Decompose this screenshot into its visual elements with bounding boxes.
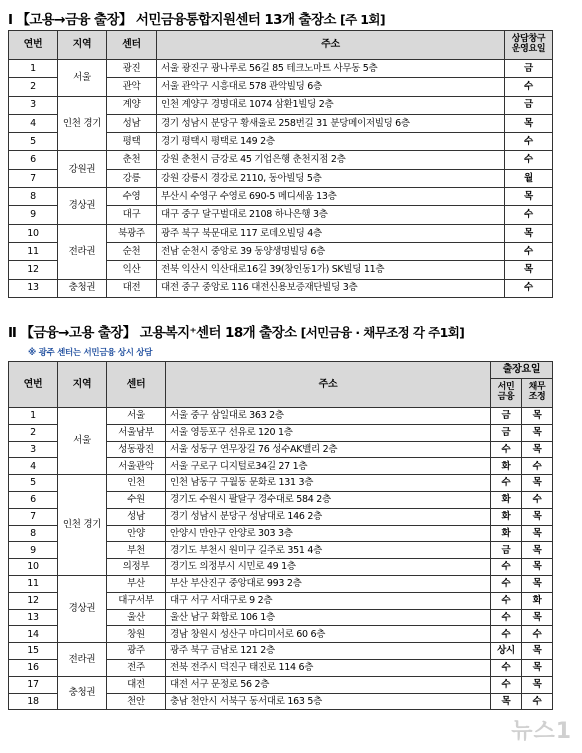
debt-day-cell: 목 xyxy=(522,676,553,693)
address-cell: 경기 평택시 평택로 149 2층 xyxy=(157,133,505,151)
center-name: 서울 xyxy=(107,408,166,425)
center-name: 춘천 xyxy=(107,151,157,169)
center-name: 의정부 xyxy=(107,559,166,576)
address-cell: 전북 익산시 익산대로16길 39(창인동1가) SK빌딩 11층 xyxy=(157,261,505,279)
row-number: 4 xyxy=(9,114,58,132)
debt-day-cell: 화 xyxy=(522,592,553,609)
address-cell: 경기 성남시 분당구 황새울로 258번길 31 분당메이저빌딩 6층 xyxy=(157,114,505,132)
center-name: 부천 xyxy=(107,542,166,559)
table-row xyxy=(9,188,553,206)
finance-day-cell: 금 xyxy=(491,408,522,425)
debt-day-cell: 수 xyxy=(522,458,553,475)
center-name: 안양 xyxy=(107,525,166,542)
address-cell: 대구 중구 달구벌대로 2108 하나은행 3층 xyxy=(157,206,505,224)
header-address: 주소 xyxy=(157,31,505,60)
section1-title-text: Ⅰ 【고용→금융 출장】 서민금융통합지원센터 13개 출장소 xyxy=(8,12,336,28)
day-cell: 금 xyxy=(505,96,553,114)
center-name: 수원 xyxy=(107,491,166,508)
row-number: 5 xyxy=(9,475,58,492)
day-cell: 금 xyxy=(505,60,553,78)
debt-day-cell: 수 xyxy=(522,626,553,643)
table-row xyxy=(9,224,553,242)
header-day: 상담창구 운영요일 xyxy=(505,31,553,60)
address-cell: 부산 부산진구 중앙대로 993 2층 xyxy=(166,575,491,592)
address-cell: 전남 순천시 중앙로 39 동양생명빌딩 6층 xyxy=(157,242,505,260)
center-name: 순천 xyxy=(107,242,157,260)
section1-title xyxy=(8,8,385,28)
center-name: 창원 xyxy=(107,626,166,643)
center-name: 광진 xyxy=(107,60,157,78)
debt-day-cell: 목 xyxy=(522,424,553,441)
finance-day-cell: 금 xyxy=(491,542,522,559)
day-cell: 수 xyxy=(505,279,553,297)
address-cell: 서울 중구 삼일대로 363 2층 xyxy=(166,408,491,425)
row-number: 1 xyxy=(9,408,58,425)
debt-day-cell: 목 xyxy=(522,559,553,576)
table-row xyxy=(9,408,553,425)
debt-day-cell: 목 xyxy=(522,525,553,542)
finance-day-cell: 수 xyxy=(491,659,522,676)
section2-title-text: Ⅱ 【금융→고용 출장】 고용복지⁺센터 18개 출장소 xyxy=(8,325,297,341)
center-name: 인천 xyxy=(107,475,166,492)
address-cell: 경남 창원시 성산구 마디미서로 60 6층 xyxy=(166,626,491,643)
row-number: 18 xyxy=(9,693,58,710)
row-number: 13 xyxy=(9,609,58,626)
center-name: 익산 xyxy=(107,261,157,279)
address-cell: 전북 전주시 덕진구 태진로 114 6층 xyxy=(166,659,491,676)
finance-day-cell: 화 xyxy=(491,491,522,508)
region-cell: 인천 경기 xyxy=(58,96,107,151)
region-cell: 충청권 xyxy=(58,279,107,297)
table-row xyxy=(9,279,553,297)
center-name: 성남 xyxy=(107,114,157,132)
debt-day-cell: 수 xyxy=(522,491,553,508)
table-row xyxy=(9,96,553,114)
row-number: 7 xyxy=(9,169,58,187)
address-cell: 인천 계양구 경명대로 1074 삼환1빌딩 2층 xyxy=(157,96,505,114)
address-cell: 인천 남동구 구월동 문화로 131 3층 xyxy=(166,475,491,492)
debt-day-cell: 목 xyxy=(522,659,553,676)
row-number: 6 xyxy=(9,491,58,508)
center-name: 부산 xyxy=(107,575,166,592)
debt-day-cell: 목 xyxy=(522,609,553,626)
address-cell: 서울 구로구 디지털로34길 27 1층 xyxy=(166,458,491,475)
finance-day-cell: 수 xyxy=(491,676,522,693)
finance-day-cell: 상시 xyxy=(491,643,522,660)
region-cell: 전라권 xyxy=(58,224,107,279)
table-row xyxy=(9,60,553,78)
finance-day-cell: 수 xyxy=(491,475,522,492)
region-cell: 서울 xyxy=(58,60,107,97)
finance-day-cell: 금 xyxy=(491,424,522,441)
day-cell: 목 xyxy=(505,188,553,206)
address-cell: 서울 관악구 시흥대로 578 관악빌딩 6층 xyxy=(157,78,505,96)
address-cell: 서울 영등포구 선유로 120 1층 xyxy=(166,424,491,441)
center-name: 대구서부 xyxy=(107,592,166,609)
region-cell: 경상권 xyxy=(58,575,107,642)
region-cell: 서울 xyxy=(58,408,107,475)
center-name: 천안 xyxy=(107,693,166,710)
header-no: 연번 xyxy=(9,31,58,60)
day-cell: 수 xyxy=(505,206,553,224)
day-cell: 수 xyxy=(505,133,553,151)
row-number: 14 xyxy=(9,626,58,643)
table-row xyxy=(9,475,553,492)
row-number: 1 xyxy=(9,60,58,78)
debt-day-cell: 목 xyxy=(522,542,553,559)
table-row xyxy=(9,676,553,693)
header-debt: 채무 조정 xyxy=(522,379,553,408)
row-number: 4 xyxy=(9,458,58,475)
row-number: 10 xyxy=(9,559,58,576)
address-cell: 강원 강릉시 경강로 2110, 동아빌딩 5층 xyxy=(157,169,505,187)
address-cell: 광주 북구 금남로 121 2층 xyxy=(166,643,491,660)
day-cell: 수 xyxy=(505,242,553,260)
section2-note: ※ 광주 센터는 서민금융 상시 상담 xyxy=(28,348,153,358)
address-cell: 대전 중구 중앙로 116 대전신용보증재단빌딩 3층 xyxy=(157,279,505,297)
day-cell: 목 xyxy=(505,224,553,242)
address-cell: 광주 북구 북문대로 117 로데오빌딩 4층 xyxy=(157,224,505,242)
address-cell: 안양시 만안구 안양로 303 3층 xyxy=(166,525,491,542)
table-row xyxy=(9,643,553,660)
day-cell: 월 xyxy=(505,169,553,187)
finance-day-cell: 화 xyxy=(491,508,522,525)
region-cell: 전라권 xyxy=(58,643,107,677)
header-finance: 서민 금융 xyxy=(491,379,522,408)
center-name: 서울남부 xyxy=(107,424,166,441)
row-number: 10 xyxy=(9,224,58,242)
row-number: 9 xyxy=(9,206,58,224)
debt-day-cell: 목 xyxy=(522,408,553,425)
section1-table xyxy=(8,30,553,298)
day-cell: 수 xyxy=(505,78,553,96)
address-cell: 서울 광진구 광나루로 56길 85 테크노마트 사무동 5층 xyxy=(157,60,505,78)
debt-day-cell: 목 xyxy=(522,508,553,525)
table-row xyxy=(9,151,553,169)
region-cell: 충청권 xyxy=(58,676,107,710)
row-number: 12 xyxy=(9,592,58,609)
section2-title xyxy=(8,321,464,341)
finance-day-cell: 수 xyxy=(491,592,522,609)
address-cell: 강원 춘천시 금강로 45 기업은행 춘천지점 2층 xyxy=(157,151,505,169)
center-name: 북광주 xyxy=(107,224,157,242)
row-number: 16 xyxy=(9,659,58,676)
center-name: 대구 xyxy=(107,206,157,224)
row-number: 17 xyxy=(9,676,58,693)
finance-day-cell: 수 xyxy=(491,575,522,592)
day-cell: 수 xyxy=(505,151,553,169)
center-name: 대전 xyxy=(107,279,157,297)
address-cell: 경기도 의정부시 시민로 49 1층 xyxy=(166,559,491,576)
debt-day-cell: 목 xyxy=(522,441,553,458)
section2-subtitle: [서민금융 · 채무조정 각 주1회] xyxy=(300,325,465,340)
center-name: 전주 xyxy=(107,659,166,676)
center-name: 계양 xyxy=(107,96,157,114)
address-cell: 경기도 수원시 팔달구 경수대로 584 2층 xyxy=(166,491,491,508)
row-number: 8 xyxy=(9,525,58,542)
debt-day-cell: 목 xyxy=(522,643,553,660)
row-number: 15 xyxy=(9,643,58,660)
finance-day-cell: 수 xyxy=(491,609,522,626)
center-name: 성동광진 xyxy=(107,441,166,458)
header-region: 지역 xyxy=(58,31,107,60)
day-cell: 목 xyxy=(505,114,553,132)
center-name: 울산 xyxy=(107,609,166,626)
center-name: 광주 xyxy=(107,643,166,660)
address-cell: 대구 서구 서대구로 9 2층 xyxy=(166,592,491,609)
row-number: 6 xyxy=(9,151,58,169)
header-region: 지역 xyxy=(58,362,107,408)
center-name: 관악 xyxy=(107,78,157,96)
section1-subtitle: [주 1회] xyxy=(339,12,385,27)
row-number: 2 xyxy=(9,424,58,441)
row-number: 3 xyxy=(9,441,58,458)
row-number: 2 xyxy=(9,78,58,96)
center-name: 성남 xyxy=(107,508,166,525)
debt-day-cell: 수 xyxy=(522,693,553,710)
day-cell: 목 xyxy=(505,261,553,279)
row-number: 7 xyxy=(9,508,58,525)
address-cell: 서울 성동구 연무장길 76 성수AK밸리 2층 xyxy=(166,441,491,458)
address-cell: 경기 성남시 분당구 성남대로 146 2층 xyxy=(166,508,491,525)
watermark-logo: 뉴스1 xyxy=(511,719,572,744)
row-number: 8 xyxy=(9,188,58,206)
section2-header-row xyxy=(9,362,553,379)
row-number: 11 xyxy=(9,242,58,260)
region-cell: 경상권 xyxy=(58,188,107,225)
row-number: 9 xyxy=(9,542,58,559)
row-number: 5 xyxy=(9,133,58,151)
debt-day-cell: 목 xyxy=(522,575,553,592)
address-cell: 경기도 부천시 원미구 길주로 351 4층 xyxy=(166,542,491,559)
header-trip-day: 출장요일 xyxy=(491,362,553,379)
row-number: 12 xyxy=(9,261,58,279)
finance-day-cell: 목 xyxy=(491,693,522,710)
header-no: 연번 xyxy=(9,362,58,408)
address-cell: 충남 천안시 서북구 동서대로 163 5층 xyxy=(166,693,491,710)
region-cell: 강원권 xyxy=(58,151,107,188)
row-number: 13 xyxy=(9,279,58,297)
section1-header-row xyxy=(9,31,553,60)
center-name: 대전 xyxy=(107,676,166,693)
finance-day-cell: 수 xyxy=(491,626,522,643)
address-cell: 부산시 수영구 수영로 690-5 메디세움 13층 xyxy=(157,188,505,206)
address-cell: 대전 서구 문정로 56 2층 xyxy=(166,676,491,693)
finance-day-cell: 수 xyxy=(491,559,522,576)
row-number: 11 xyxy=(9,575,58,592)
center-name: 수영 xyxy=(107,188,157,206)
address-cell: 울산 남구 화합로 106 1층 xyxy=(166,609,491,626)
finance-day-cell: 화 xyxy=(491,458,522,475)
debt-day-cell: 목 xyxy=(522,475,553,492)
header-address: 주소 xyxy=(166,362,491,408)
region-cell: 인천 경기 xyxy=(58,475,107,576)
finance-day-cell: 수 xyxy=(491,441,522,458)
header-center: 센터 xyxy=(107,31,157,60)
table-row xyxy=(9,575,553,592)
finance-day-cell: 화 xyxy=(491,525,522,542)
center-name: 평택 xyxy=(107,133,157,151)
center-name: 강릉 xyxy=(107,169,157,187)
section2-table xyxy=(8,361,553,710)
row-number: 3 xyxy=(9,96,58,114)
header-center: 센터 xyxy=(107,362,166,408)
center-name: 서울관악 xyxy=(107,458,166,475)
